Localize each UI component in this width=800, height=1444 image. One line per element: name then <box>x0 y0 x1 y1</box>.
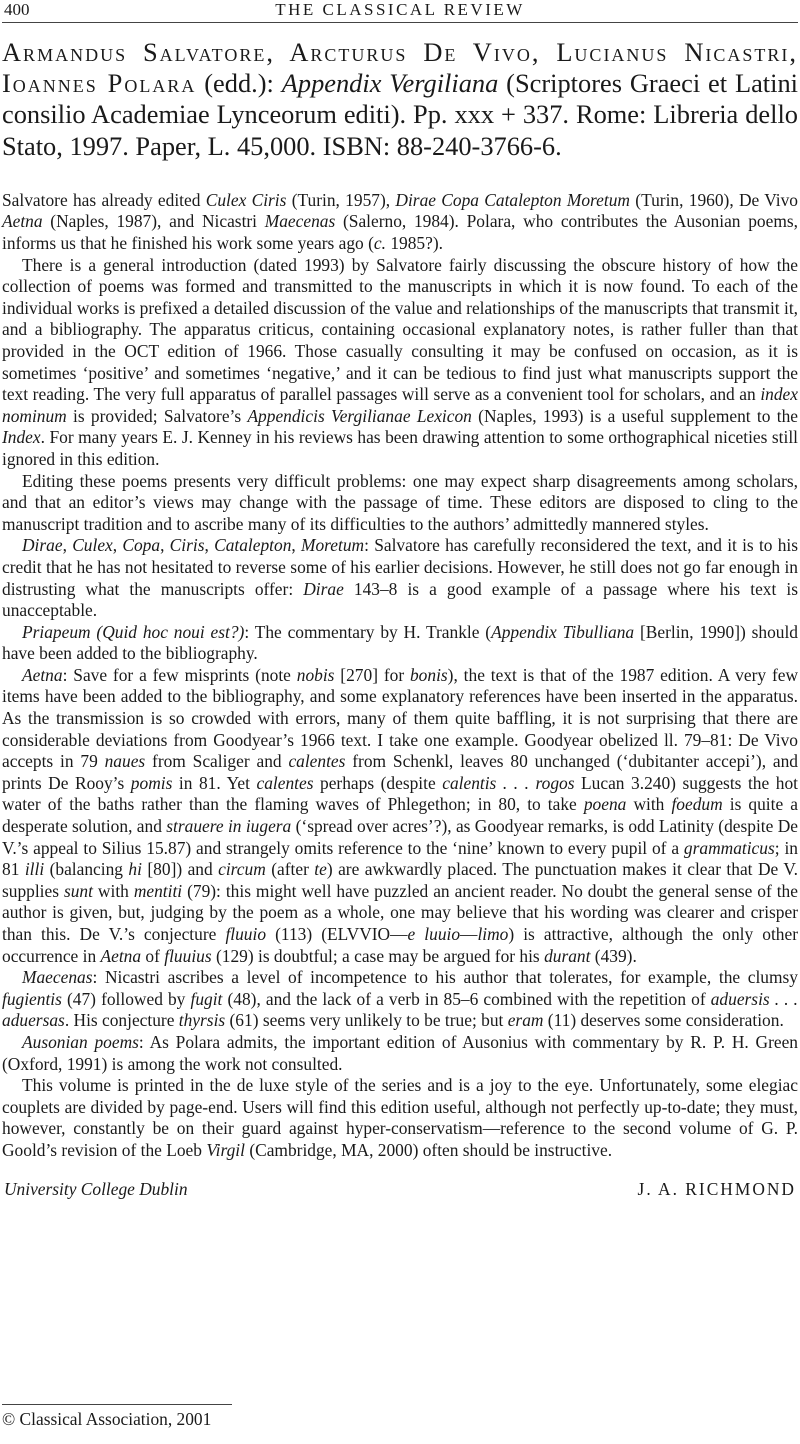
footer-rule <box>2 1404 232 1405</box>
book-details: (Scriptores Graeci et Latini consilio Academiae Lynceorum editi). Pp. xxx + 337. Rome: Libreria dello Stato, 1997. Paper, L. 45,000. ISBN: 88-240-3766-6. <box>2 68 798 161</box>
body-paragraph: This volume is printed in the de luxe style of the series and is a joy to the eye. Unfortunately, some elegiac couplets are divided by page-end. Users will find this edition useful, although not perfectly up-to-date; they must, however, constantly be on their guard against hyper-conservatism—reference to the second volume of G. P. Goold’s revision of the Loeb Virgil (Cambridge, MA, 2000) often should be instructive. <box>2 1075 798 1160</box>
review-body <box>2 190 798 1162</box>
book-title: Appendix Vergiliana <box>281 68 499 99</box>
body-paragraph: Maecenas: Nicastri ascribes a level of incompetence to his author that tolerates, for example, the clumsy fugientis (47) followed by fugit (48), and the lack of a verb in 85–6 combined with the repetition of aduersis . . . aduersas. His conjecture thyrsis (61) seems very unlikely to be true; but eram (11) deserves some consideration. <box>2 967 799 1031</box>
body-paragraph: Ausonian poems: As Polara admits, the important edition of Ausonius with commentary by R. P. H. Green (Oxford, 1991) is among the work not consulted. <box>2 1031 798 1074</box>
body-paragraph: Priapeum (Quid hoc noui est?): The commentary by H. Trankle (Appendix Tibulliana [Berlin, 1990]) should have been added to the bibliography. <box>2 621 798 664</box>
edd-label: (edd.): <box>204 68 274 99</box>
body-paragraph: Aetna: Save for a few misprints (note nobis [270] for bonis), the text is that of the 1987 edition. A very few items have been added to the bibliography, and some explanatory references have been inserted in the apparatus. As the transmission is so crowded with errors, many of them quite baffling, it is not surprising that there are considerable deviations from Goodyear’s 1966 text. I take one example. Goodyear obelized ll. 79–81: De Vivo accepts in 79 naues from Scaliger and calentes from Schenkl, leaves 80 unchanged (‘dubitanter accepi’), and prints De Rooy’s pomis in 81. Yet calentes perhaps (despite calentis . . . rogos Lucan 3.240) suggests the hot water of the baths rather than the flaming waves of Phlegethon; in 80, to take poena with foedum is quite a desperate solution, and strauere in iugera (‘spread over acres’?), as Goodyear remarks, is odd Latinity (despite De V.’s appeal to Silius 15.87) and strangely omits reference to the ‘nine’ known to every pupil of a grammaticus; in 81 illi (balancing hi [80]) and circum (after te) are awkwardly placed. The punctuation makes it clear that De V. supplies sunt with mentiti (79): this might well have puzzled an ancient reader. No doubt the general sense of the author is given, but, judging by the poem as a whole, one may believe that his wording was clearer and crisper than this. De V.’s conjecture fluuio (113) (ELVVIO—e luuio—limo) is attractive, although the only other occurrence in Aetna of fluuius (129) is doubtful; a case may be argued for his durant (439). <box>2 664 799 966</box>
book-heading <box>2 37 798 162</box>
copyright-notice: © Classical Association, 2001 <box>2 1409 212 1429</box>
signature <box>2 1179 798 1219</box>
body-paragraph: Salvatore has already edited Culex Ciris (Turin, 1957), Dirae Copa Catalepton Moretum (Turin, 1960), De Vivo Aetna (Naples, 1987), and Nicastri Maecenas (Salerno, 1984). Polara, who contributes the Ausonian poems, informs us that he finished his work some years ago (c. 1985?). <box>2 189 798 253</box>
body-paragraph: Dirae, Culex, Copa, Ciris, Catalepton, Moretum: Salvatore has carefully reconsidered the text, and it is to his credit that he has not hesitated to reverse some of his earlier decisions. However, he still does not go far enough in distrusting what the manuscripts offer: Dirae 143–8 is a good example of a passage where his text is unacceptable. <box>2 535 799 621</box>
body-paragraph: There is a general introduction (dated 1993) by Salvatore fairly discussing the obscure history of how the collection of poems was formed and transmitted to the manuscripts in which it is now found. To each of the individual works is prefixed a detailed discussion of the value and relationships of the manuscripts that transmit it, and a bibliography. The apparatus criticus, containing occasional explanatory notes, is rather fuller than that provided in the OCT edition of 1966. Those casually consulting it may be confused on occasion, as it is sometimes ‘positive’ and sometimes ‘negative,’ and it can be tedious to find just what manuscripts support the text reading. The very full apparatus of parallel passages will serve as a convenient tool for scholars, and an index nominum is provided; Salvatore’s Appendicis Vergilianae Lexicon (Naples, 1993) is a useful supplement to the Index. For many years E. J. Kenney in his reviews has been drawing attention to some orthographical niceties still ignored in this edition. <box>2 254 798 469</box>
header-rule <box>2 22 798 23</box>
page-number: 400 <box>4 0 30 19</box>
running-head <box>2 0 798 22</box>
journal-title: THE CLASSICAL REVIEW <box>275 0 525 19</box>
reviewer-name: J. A. RICHMOND <box>637 1178 796 1199</box>
editors: Armandus Salvatore, Arcturus De Vivo, Lucianus Nicastri, Ioannes Polara <box>2 37 798 99</box>
body-paragraph: Editing these poems presents very difficult problems: one may expect sharp disagreements among scholars, and that an editor’s views may change with the passage of time. These editors are disposed to cling to the manuscript tradition and to ascribe many of its difficulties to the authors’ admittedly mannered styles. <box>2 470 798 534</box>
affiliation: University College Dublin <box>4 1178 188 1199</box>
